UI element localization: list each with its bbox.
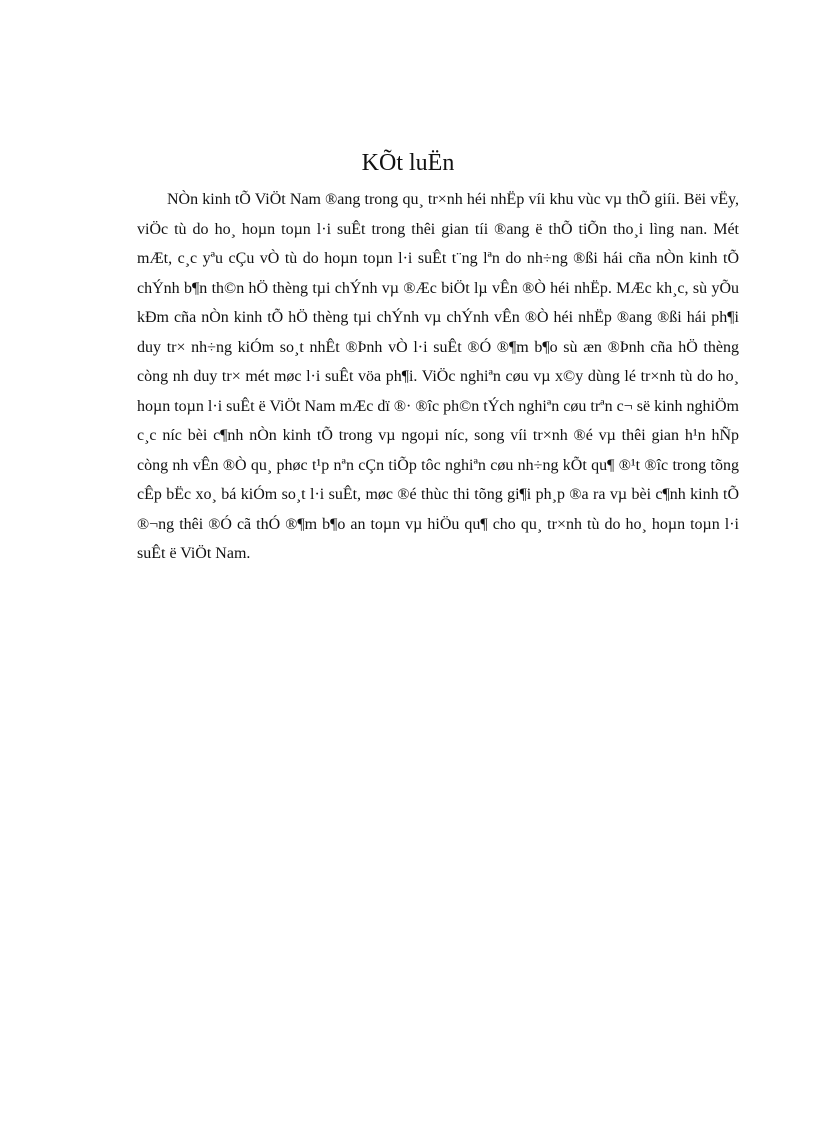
page-title: KÕt luËn [361, 150, 455, 176]
conclusion-paragraph: NÒn kinh tÕ ViÖt Nam ®ang trong qu¸ tr×nh héi nhËp víi khu vùc vµ thÕ giíi. Bëi vËy, viÖc tù do ho¸ hoµn toµn l·i suÊt trong thêi gian tíi ®ang ë thÕ tiÕn tho¸i lìng nan. Mét mÆt, c¸c yªu cÇu vÒ tù do hoµn toµn l·i suÊt t¨ng lªn do nh÷ng ®ßi hái cña nÒn kinh tÕ chÝnh b¶n th©n hÖ thèng tµi chÝnh vµ ®Æc biÖt lµ vÊn ®Ò héi nhËp. MÆc kh¸c, sù yÕu kÐm cña nÒn kinh tÕ hÖ thèng tµi chÝnh vµ chÝnh vÊn ®Ò héi nhËp ®ang ®ßi hái ph¶i duy tr× nh÷ng kiÓm so¸t nhÊt ®Þnh vÒ l·i suÊt ®Ó ®¶m b¶o sù æn ®Þnh cña hÖ thèng còng nh duy tr× mét møc l·i suÊt vöa ph¶i. ViÖc nghiªn cøu vµ x©y dùng lé tr×nh tù do ho¸ hoµn toµn l·i suÊt ë ViÖt Nam mÆc dï ®· ®îc ph©n tÝch nghiªn cøu trªn c¬ së kinh nghiÖm c¸c níc bèi c¶nh nÒn kinh tÕ trong vµ ngoµi níc, song víi tr×nh ®é vµ thêi gian h¹n hÑp còng nh vÊn ®Ò qu¸ phøc t¹p nªn cÇn tiÕp tôc nghiªn cøu nh÷ng kÕt qu¶ ®¹t ®îc trong tõng cÊp bËc xo¸ bá kiÓm so¸t l·i suÊt, møc ®é thùc thi tõng gi¶i ph¸p ®a ra vµ bèi c¶nh kinh tÕ ®¬ng thêi ®Ó cã thÓ ®¶m b¶o an toµn vµ hiÖu qu¶ cho qu¸ tr×nh tù do ho¸ hoµn toµn l·i suÊt ë ViÖt Nam. [137, 191, 739, 562]
